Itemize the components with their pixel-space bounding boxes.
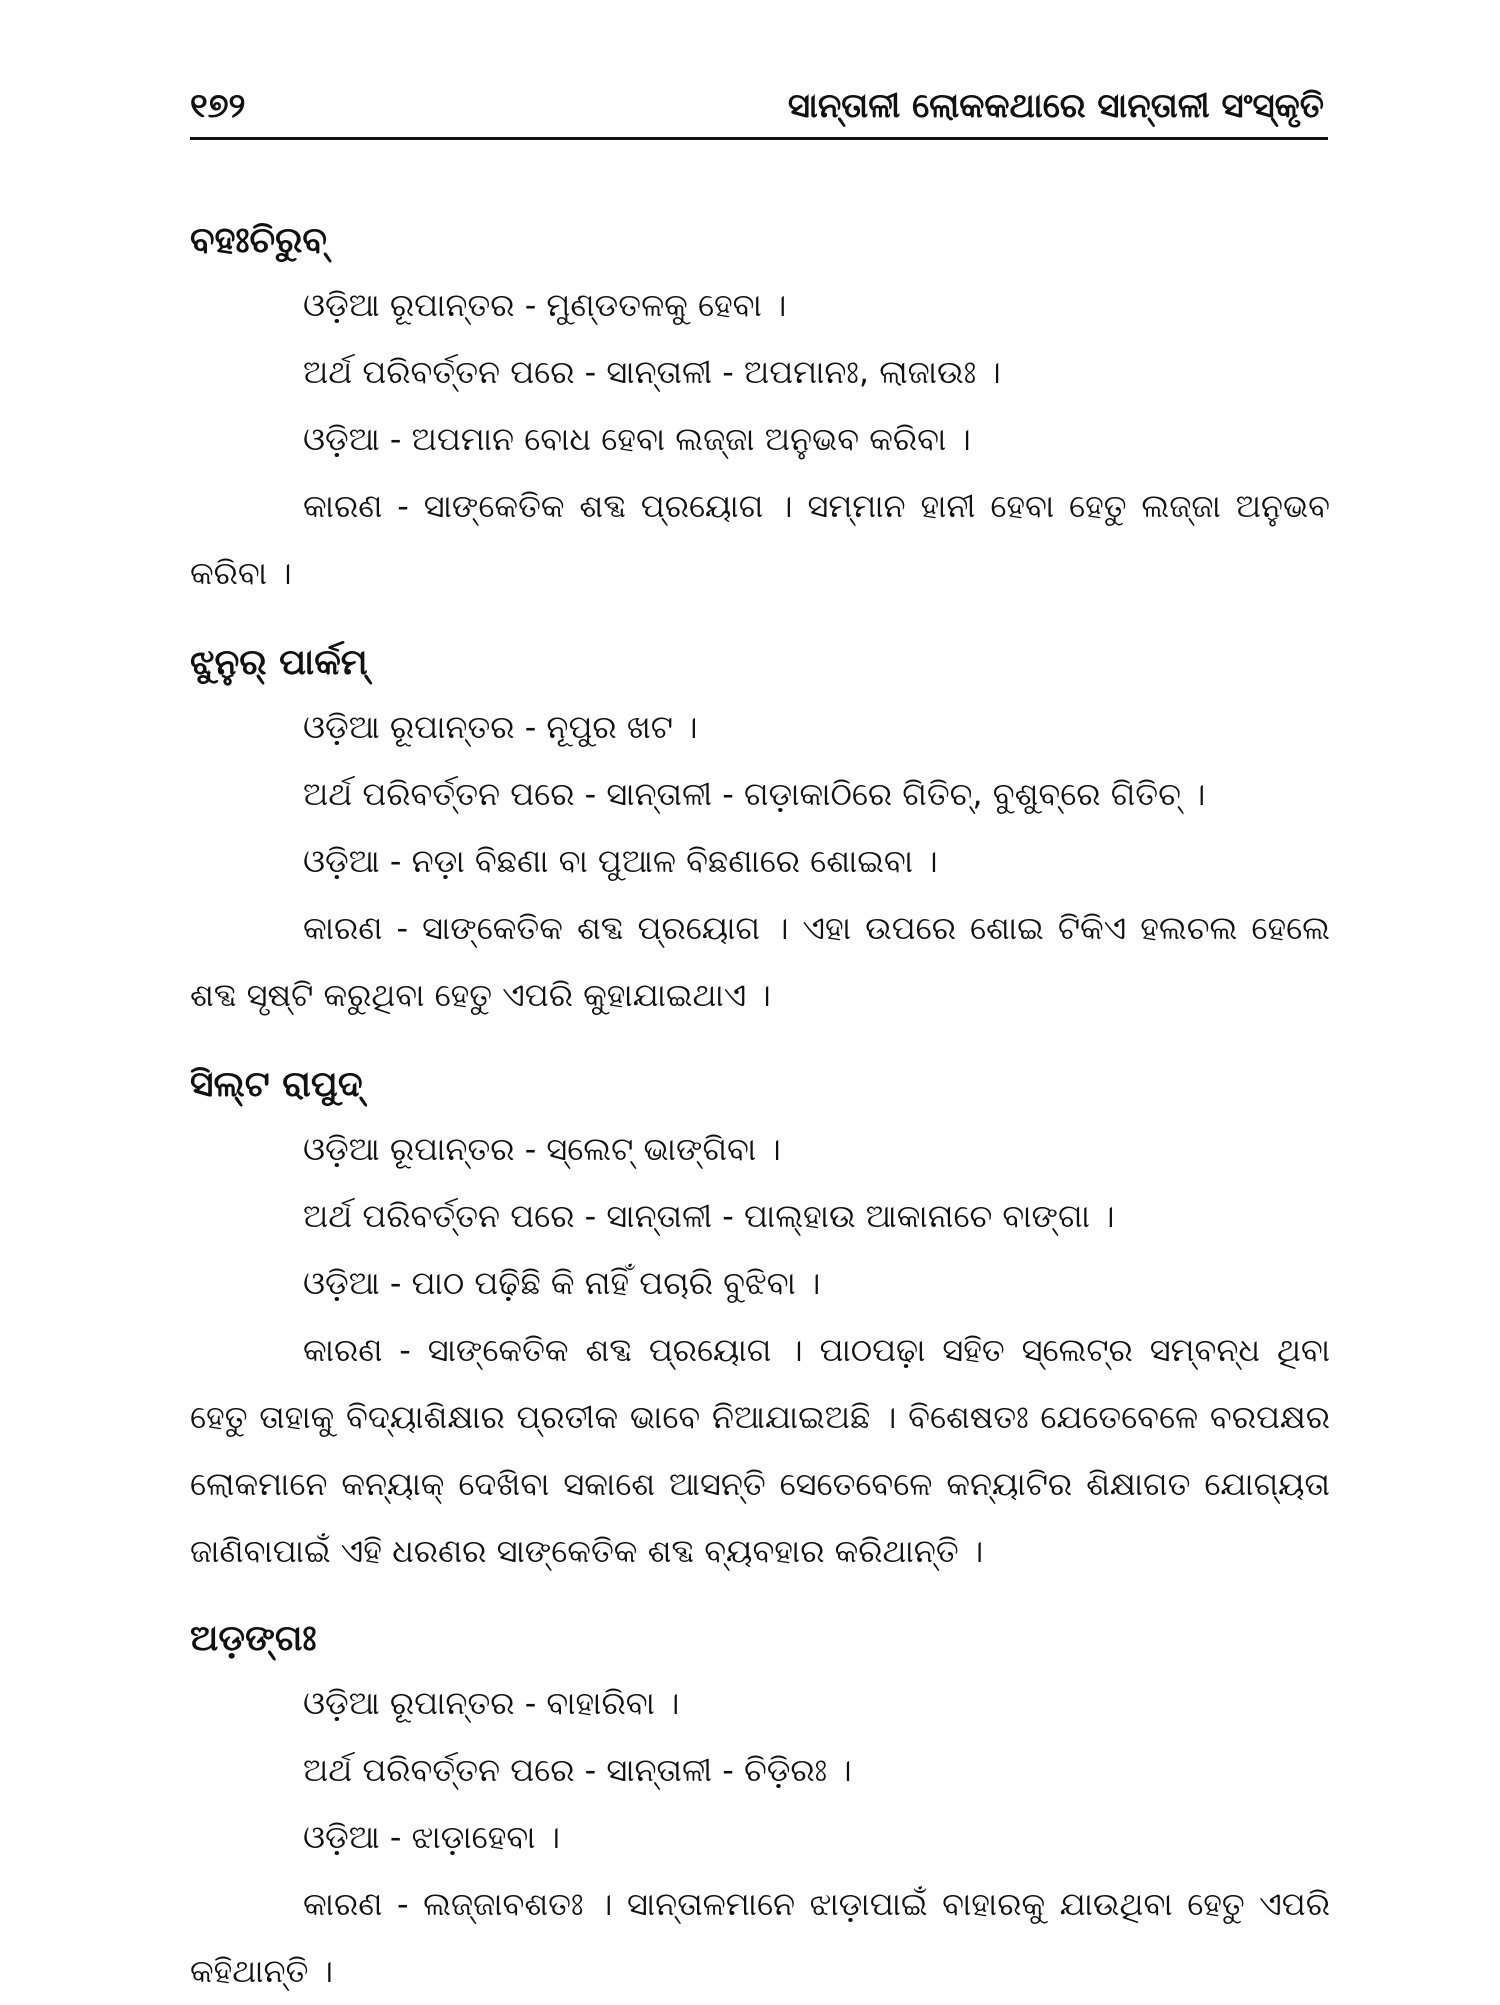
odia-meaning-line: ଓଡ଼ିଆ - ପାଠ ପଢ଼ିଛି କି ନାହିଁ ପଚାରି ବୁଝିବା ।	[303, 1264, 821, 1302]
page-header	[190, 78, 1328, 140]
reason-paragraph: କାରଣ - ସାଙ୍କେତିକ ଶବ୍ଦ ପ୍ରୟୋଗ । ପାଠପଢ଼ା ସହିତ ସ୍ଲେଟ୍‌ର ସମ୍ବନ୍ଧ ଥିବା ହେତୁ ତାହାକୁ ବିଦ୍ୟାଶିକ୍ଷାର ପ୍ରତୀକ ଭାବେ ନିଆଯାଇଅଛି । ବିଶେଷତଃ ଯେତେବେଳେ ବରପକ୍ଷର ଲୋକମାନେ କନ୍ୟାକ୍ ଦେଖିବା ସକାଶେ ଆସନ୍ତି ସେତେବେଳେ କନ୍ୟାଟିର ଶିକ୍ଷାଗତ ଯୋଗ୍ୟତା ଜାଣିବାପାଇଁ ଏହି ଧରଣର ସାଙ୍କେତିକ ଶବ୍ଦ ବ୍ୟବହାର କରିଥାନ୍ତି ।	[190, 1331, 1330, 1570]
meaning-change-line: ଅର୍ଥ ପରିବର୍ତ୍ତନ ପରେ - ସାନ୍ତାଳୀ - ଗଡ଼ାକାଠିରେ ଗିତିଚ୍, ବୁଶୁବ୍‌ରେ ଗିତିଚ୍ ।	[303, 775, 1206, 813]
term-heading: ସିଲ୍‌ଟ ରାପୁଦ୍	[190, 1064, 363, 1105]
reason-paragraph: କାରଣ - ଲଜ୍ଜାବଶତଃ । ସାନ୍ତାଳମାନେ ଝାଡ଼ାପାଇଁ ବାହାରକୁ ଯାଉଥିବା ହେତୁ ଏପରି କହିଥାନ୍ତି ।	[190, 1885, 1330, 1990]
odia-transform-line: ଓଡ଼ିଆ ରୂପାନ୍ତର - ନୂପୁର ଖଟ ।	[303, 708, 698, 746]
entry-2	[190, 632, 1330, 1029]
term-heading: ଅଡ଼ଙ୍ଗଃ	[190, 1618, 317, 1659]
running-title: ସାନ୍ତାଳୀ ଲୋକକଥାରେ ସାନ୍ତାଳୀ ସଂସ୍କୃତି	[787, 86, 1324, 126]
term-heading: ବହଃଚିରୁବ୍	[190, 220, 327, 261]
odia-meaning-line: ଓଡ଼ିଆ - ଝାଡ଼ାହେବା ।	[303, 1818, 561, 1856]
meaning-change-line: ଅର୍ଥ ପରିବର୍ତ୍ତନ ପରେ - ସାନ୍ତାଳୀ - ଅପମାନଃ, ଲାଜାଉଃ ।	[303, 353, 1001, 391]
entry-1	[190, 210, 1330, 607]
entry-4	[190, 1608, 1330, 2005]
odia-transform-line: ଓଡ଼ିଆ ରୂପାନ୍ତର - ସ୍ଲେଟ୍ ଭାଙ୍ଗିବା ।	[303, 1130, 781, 1168]
meaning-change-line: ଅର୍ଥ ପରିବର୍ତ୍ତନ ପରେ - ସାନ୍ତାଳୀ - ଚିଡ଼ିରଃ ।	[303, 1751, 852, 1789]
odia-meaning-line: ଓଡ଼ିଆ - ଅପମାନ ବୋଧ ହେବା ଲଜ୍ଜା ଅନୁଭବ କରିବା ।	[303, 420, 971, 458]
meaning-change-line: ଅର୍ଥ ପରିବର୍ତ୍ତନ ପରେ - ସାନ୍ତାଳୀ - ପାଲ୍‌ହାଉ ଆକାନାଚେ ବାଙ୍ଗା ।	[303, 1197, 1115, 1235]
odia-transform-line: ଓଡ଼ିଆ ରୂପାନ୍ତର - ମୁଣ୍ଡତଳକୁ ହେବା ।	[303, 286, 787, 324]
page-number: ୧୭୨	[190, 86, 246, 126]
odia-transform-line: ଓଡ଼ିଆ ରୂପାନ୍ତର - ବାହାରିବା ।	[303, 1684, 680, 1722]
entry-3	[190, 1054, 1330, 1585]
odia-meaning-line: ଓଡ଼ିଆ - ନଡ଼ା ବିଛଣା ବା ପୁଆଳ ବିଛଣାରେ ଶୋଇବା ।	[303, 842, 938, 880]
term-heading: ଝୁନୁର୍ ପାର୍କମ୍	[190, 642, 368, 683]
reason-paragraph: କାରଣ - ସାଙ୍କେତିକ ଶବ୍ଦ ପ୍ରୟୋଗ । ସମ୍ମାନ ହାନୀ ହେବା ହେତୁ ଲଜ୍ଜା ଅନୁଭବ କରିବା ।	[190, 487, 1330, 592]
reason-paragraph: କାରଣ - ସାଙ୍କେତିକ ଶବ୍ଦ ପ୍ରୟୋଗ । ଏହା ଉପରେ ଶୋଇ ଟିକିଏ ହଲଚଲ ହେଲେ ଶବ୍ଦ ସୃଷ୍ଟି କରୁଥିବା ହେତୁ ଏପରି କୁହାଯାଇଥାଏ ।	[190, 909, 1330, 1014]
